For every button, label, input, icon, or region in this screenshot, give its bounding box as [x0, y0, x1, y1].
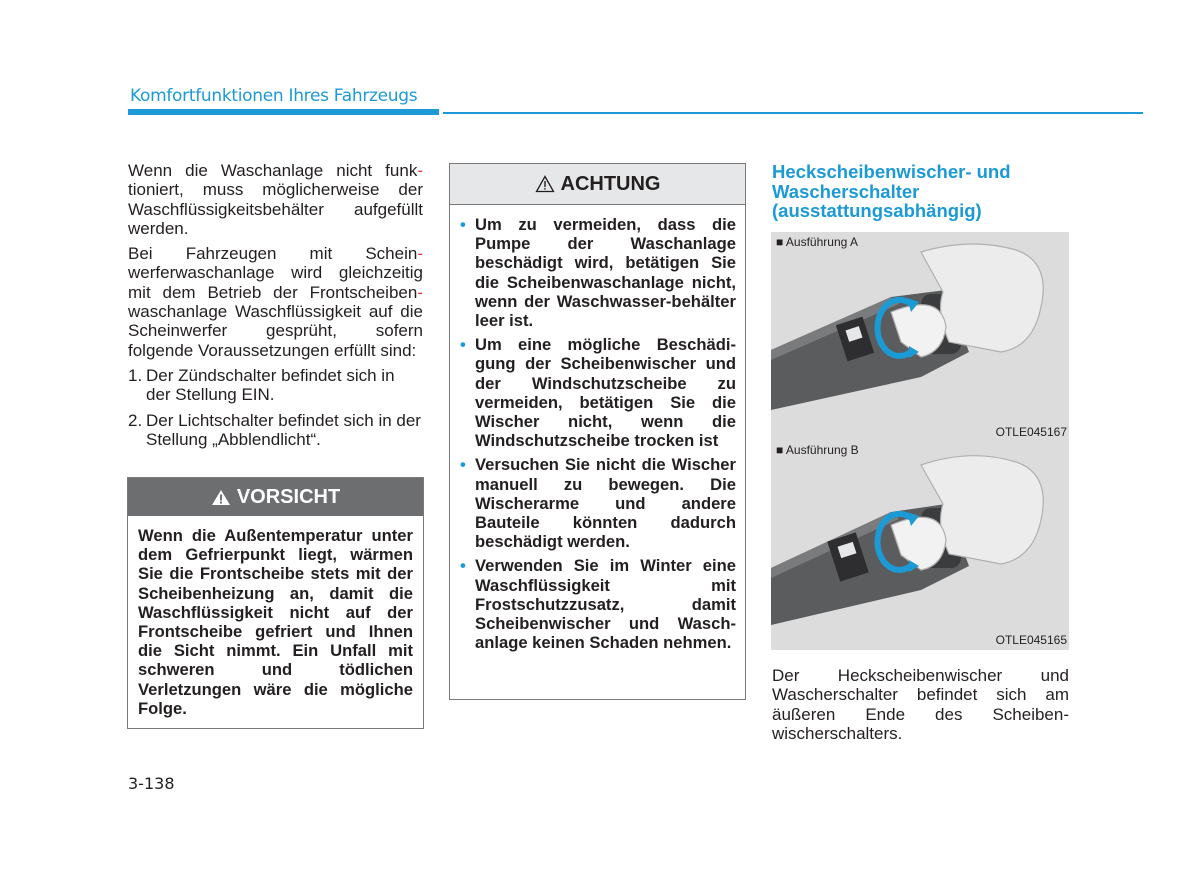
hyphen: -	[417, 244, 423, 264]
paragraph-2-part-a: Bei Fahrzeugen mit Schein	[128, 244, 418, 264]
caution-header	[128, 478, 423, 516]
bullet: •	[460, 556, 466, 576]
page-number: 3-138	[128, 774, 175, 793]
figure-label: ■ Ausführung A	[776, 235, 858, 249]
hyphen: -	[417, 282, 423, 302]
section-heading: Heckscheibenwischer- und Wascherschalter (ausstattungsabhängig)	[772, 161, 1011, 221]
caution-text: Wenn die Außentemperatur unter dem Gefrierpunkt liegt, wärmen Sie die Frontscheibe stets mit der Scheibenheizung an, damit die Waschflüssigkeit nicht auf der Frontscheibe gefriert und Ihnen die Sicht nimmt. Ein Unfall mit schweren und tödlichen Verletzungen wäre die mögliche Folge.	[138, 526, 413, 718]
paragraph-2-part-b: werferwaschanlage wird gleichzeitig mit dem Betrieb der Frontscheiben	[128, 263, 423, 302]
caution-title: VORSICHT	[236, 485, 341, 508]
left-column	[128, 161, 423, 455]
step-text: Der Lichtschalter befindet sich in der Stellung „Abblendlicht“.	[146, 410, 421, 449]
paragraph-1-rest: tioniert, muss möglicherweise der Waschflüssigkeitsbehälter aufgefüllt werden.	[128, 180, 423, 238]
list-item	[460, 556, 736, 652]
step-number: 1.	[128, 365, 143, 385]
bullet: •	[460, 335, 466, 355]
paragraph-2-part-c: waschanlage Waschflüssigkeit auf die Scheinwerfer gesprüht, sofern folgende Voraussetzungen erfüllt sind:	[128, 302, 423, 360]
figure-code: OTLE045167	[995, 425, 1067, 439]
step-text: Der Zündschalter befindet sich in der Stellung EIN.	[146, 365, 395, 405]
figure-label: ■ Ausführung B	[776, 443, 859, 457]
figure-code: OTLE045165	[995, 633, 1067, 647]
notice-item-text: Um zu vermeiden, dass die Pumpe der Waschanlage beschädigt wird, betätigen Sie die Scheibenwaschanlage nicht, wenn der Waschwasser-behälter leer ist.	[475, 215, 736, 331]
chapter-title: Komfortfunktionen Ihres Fahrzeugs	[130, 86, 418, 106]
warning-triangle-icon	[211, 489, 231, 506]
section-text: Der Heckscheibenwischer und Wascherschalter befindet sich am äußeren Ende des Scheiben-wischerschalters.	[772, 666, 1069, 743]
notice-item-text: Versuchen Sie nicht die Wischer manuell zu bewegen. Die Wischerarme und andere Bauteile könnten dadurch beschädigt werden.	[475, 455, 736, 552]
list-item	[460, 215, 736, 330]
paragraph-2	[128, 244, 423, 360]
figure-variant-b	[771, 440, 1069, 650]
warning-outline-icon	[535, 175, 555, 193]
notice-list	[450, 205, 745, 652]
notice-box	[449, 163, 746, 700]
list-item	[460, 335, 736, 450]
hyphen: -	[417, 161, 423, 180]
paragraph-1-start: Wenn die Waschanlage nicht funk	[128, 161, 418, 180]
header-rule-thin	[443, 112, 1143, 114]
list-item	[460, 455, 736, 551]
notice-item-text: Verwenden Sie im Winter eine Waschflüssigkeit mit Frostschutzzusatz, damit Scheibenwischer und Wasch-anlage keinen Schaden nehmen.	[475, 556, 736, 653]
figure-variant-a	[771, 232, 1069, 442]
header-rule-thick	[128, 109, 439, 115]
notice-item-text: Um eine mögliche Beschädi-gung der Scheibenwischer und der Windschutzscheibe zu vermeiden, betätigen Sie die Wischer nicht, wenn die Windschutzscheibe trocken ist	[475, 335, 736, 451]
list-item	[128, 366, 423, 405]
list-item	[128, 411, 423, 450]
caution-box	[127, 477, 424, 729]
bullet: •	[460, 215, 466, 234]
bullet: •	[460, 455, 466, 475]
notice-header	[450, 164, 745, 205]
notice-title: ACHTUNG	[560, 172, 661, 195]
wiper-stalk-illustration	[771, 232, 1069, 442]
step-number: 2.	[128, 410, 143, 430]
wiper-stalk-illustration	[771, 440, 1069, 650]
paragraph-1	[128, 161, 423, 238]
